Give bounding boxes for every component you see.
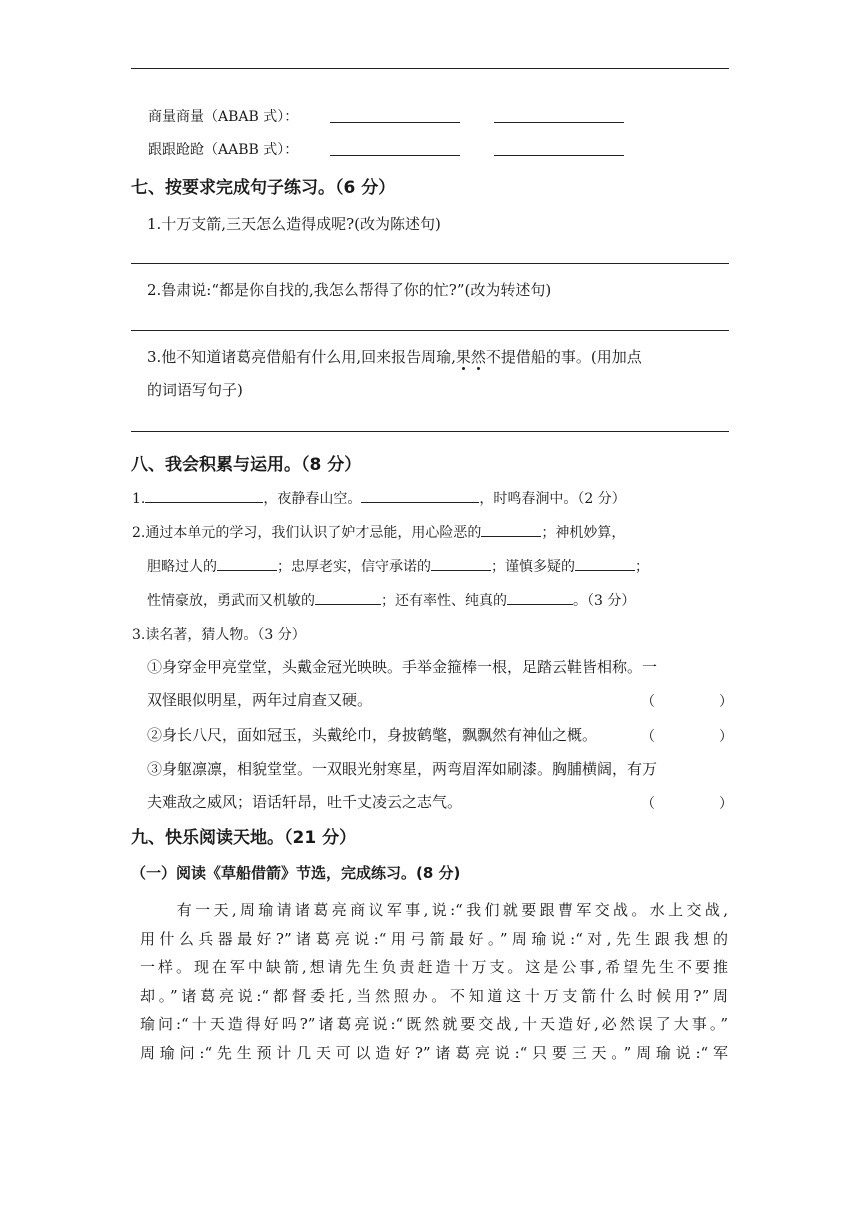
- emphasis-dot-char: 果: [455, 348, 471, 366]
- reading-passage: [140, 896, 728, 1067]
- s8-q2-text: ；: [635, 559, 649, 575]
- answer-paren-right: ）: [719, 729, 733, 745]
- fill-row-aabb: [148, 139, 298, 159]
- answer-blank[interactable]: [431, 556, 491, 571]
- character-clue-1: ①身穿金甲亮堂堂，头戴金冠光映映。手举金箍棒一根，足踏云鞋皆相称。一: [147, 658, 658, 676]
- passage-line: 用什么兵器最好?”诸葛亮说:“用弓箭最好。”周瑜说:“对,先生跟我想的: [140, 929, 728, 948]
- character-clue-3-cont: 夫难敌之威风；语话轩昂，吐千丈凌云之志气。: [147, 793, 463, 811]
- character-clue-2: ②身长八尺，面如冠玉，头戴纶巾，身披鹤氅，飘飘然有神仙之概。: [147, 726, 598, 744]
- answer-line[interactable]: [131, 330, 729, 331]
- emphasis-dot-char: 然: [470, 348, 486, 366]
- answer-blank[interactable]: [330, 141, 460, 156]
- s8-question-3: 3.读名著，猜人物。（3 分）: [132, 627, 306, 643]
- section-7-heading: 七、按要求完成句子练习。（6 分）: [131, 178, 396, 198]
- answer-blank[interactable]: [315, 590, 381, 605]
- s8-q1-text: ，时鸣春涧中。（2 分）: [479, 491, 626, 507]
- s8-q2-text: ；神机妙算，: [541, 525, 626, 541]
- answer-blank[interactable]: [575, 556, 635, 571]
- passage-line: 一样。现在军中缺箭,想请先生负责赶造十万支。这是公事,希望先生不要推: [140, 958, 728, 976]
- character-clue-3: ③身躯凛凛，相貌堂堂。一双眼光射寒星，两弯眉浑如刷漆。胸脯横阔，有万: [147, 760, 658, 778]
- answer-line[interactable]: [131, 431, 729, 432]
- fill-label-aabb: 跟跟跄跄（AABB 式）：: [148, 142, 299, 158]
- answer-paren-right: ）: [719, 796, 733, 812]
- s8-q2-text: ；谨慎多疑的: [491, 559, 575, 575]
- answer-blank[interactable]: [145, 488, 263, 503]
- section-9-heading: 九、快乐阅读天地。（21 分）: [131, 828, 357, 848]
- answer-paren-right: ）: [719, 694, 733, 710]
- s7-question-3: [147, 346, 729, 367]
- s8-q2-text: ；还有率性、纯真的: [381, 593, 507, 609]
- answer-blank[interactable]: [361, 488, 479, 503]
- fill-row-abab: [148, 106, 298, 126]
- answer-blank[interactable]: [494, 108, 624, 123]
- s7-question-3-text: 不提借船的事。(用加点: [485, 348, 642, 366]
- answer-blank[interactable]: [217, 556, 277, 571]
- top-rule: [131, 68, 729, 69]
- answer-blank[interactable]: [507, 590, 573, 605]
- s8-question-2-line1: [132, 522, 625, 542]
- s8-q1-num: 1.: [132, 491, 146, 507]
- s8-q1-text: ，夜静春山空。: [263, 491, 362, 507]
- s8-q2-text: 。（3 分）: [573, 593, 636, 609]
- answer-paren-left: （: [641, 694, 655, 710]
- answer-blank[interactable]: [494, 141, 624, 156]
- passage-line: 却。”诸葛亮说:“都督委托,当然照办。不知道这十万支箭什么时候用?”周: [140, 986, 728, 1005]
- s8-question-2-line3: [147, 590, 635, 610]
- passage-line: 周瑜问:“先生预计几天可以造好?”诸葛亮说:“只要三天。”周瑜说:“军: [140, 1043, 728, 1062]
- answer-line[interactable]: [131, 263, 729, 264]
- passage-line: 瑜问:“十天造得好吗?”诸葛亮说:“既然就要交战,十天造好,必然误了大事。”: [140, 1015, 728, 1033]
- s7-question-2: 2.鲁肃说:“都是你自找的,我怎么帮得了你的忙?”(改为转述句): [147, 281, 552, 299]
- s8-q2-text: 胆略过人的: [147, 559, 217, 575]
- s8-question-2-line2: [147, 556, 649, 576]
- s8-question-1: [132, 488, 626, 508]
- s8-q2-text: 性情豪放，勇武而又机敏的: [147, 593, 315, 609]
- s7-question-3-cont: 的词语写句子): [147, 381, 243, 399]
- section-8-heading: 八、我会积累与运用。（8 分）: [131, 455, 362, 475]
- reading-subheading: （一）阅读《草船借箭》节选，完成练习。(8 分): [131, 864, 461, 882]
- character-clue-1-cont: 双怪眼似明星，两年过肩查又硬。: [147, 691, 373, 709]
- passage-line: 有一天,周瑜请诸葛亮商议军事,说:“我们就要跟曹军交战。水上交战,: [140, 901, 728, 919]
- answer-paren-left: （: [641, 729, 655, 745]
- s8-q2-text: ；忠厚老实，信守承诺的: [277, 559, 431, 575]
- answer-paren-left: （: [641, 796, 655, 812]
- s7-question-1: 1.十万支箭,三天怎么造得成呢?(改为陈述句): [147, 215, 441, 233]
- s7-question-3-text: 3.他不知道诸葛亮借船有什么用,回来报告周瑜,: [147, 348, 456, 366]
- answer-blank[interactable]: [481, 522, 541, 537]
- s8-q2-text: 2.通过本单元的学习，我们认识了妒才忌能，用心险恶的: [132, 525, 482, 541]
- fill-label-abab: 商量商量（ABAB 式）：: [148, 109, 299, 125]
- answer-blank[interactable]: [330, 108, 460, 123]
